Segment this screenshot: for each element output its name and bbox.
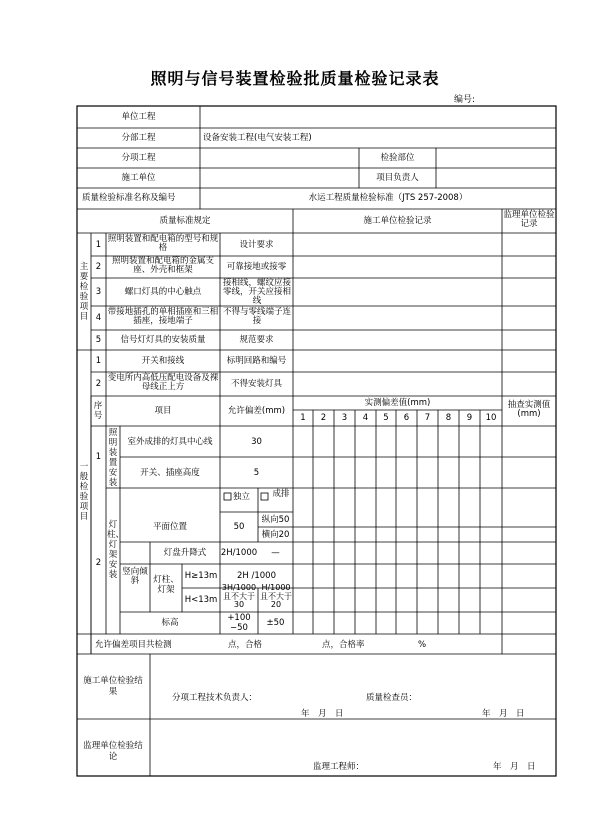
point-number: 6 [403,413,410,423]
construction-record-header: 施工单位检验记录 [363,216,432,226]
point-number: 4 [362,413,369,423]
general-row-req: 标明回路和编号 [226,356,287,366]
point-number: 5 [383,413,389,423]
main-row-no: 2 [95,262,102,272]
main-row-req: 设计要求 [239,240,274,250]
lamp-lift-label: 灯盘升降式 [163,548,207,558]
general-row-no: 2 [95,379,102,389]
check-row[interactable]: 成排 [272,489,290,499]
measured-label: 实测偏差值(mm) [364,398,431,408]
vertical-tilt-label: 竖向倾斜 [122,567,148,586]
check-single[interactable]: 独立 [233,492,251,502]
date-2: 年 月 日 [482,709,525,719]
division-project-value: 设备安装工程(电气安装工程) [203,133,312,143]
point-number: 2 [320,413,327,423]
date-1: 年 月 日 [301,709,344,719]
point-number: 10 [485,413,497,423]
elevation-label: 标高 [161,618,179,628]
g1-row-allow: 30 [251,437,262,447]
g2-no: 2 [95,558,102,568]
point-number: 3 [341,413,348,423]
main-row-req: 不得与零线端子连接 [222,307,291,326]
unit-project-label: 单位工程 [121,112,156,122]
main-row-no: 1 [95,240,102,250]
standard-label: 质量检验标准名称及编号 [82,193,176,203]
h-ge13-label: H≥13m [184,571,218,581]
date-3: 年 月 日 [493,762,536,772]
point-number: 9 [466,413,473,423]
main-row-no: 3 [95,287,102,297]
lamp-lift-allow: 2H/1000 [220,548,258,558]
general-items-section: 一般检验项目 [79,462,89,522]
general-row-item: 变电所内高低压配电设备及裸母线正上方 [107,373,219,392]
construction-unit-label: 施工单位 [121,173,156,183]
g1-row-item: 开关、插座高度 [140,468,200,478]
subitem-project-label: 分项工程 [121,153,156,163]
main-row-no: 4 [95,313,102,323]
main-row-item: 信号灯灯具的安装质量 [120,335,206,345]
h-ge13-allow: 2H /1000 [237,571,276,581]
main-row-item: 照明装置和配电箱的金属支座、外壳和框架 [111,256,214,275]
h-lt13-label: H<13m [184,595,218,605]
general-row-item: 开关和接线 [141,356,185,366]
g1-group-label: 照明装置安装 [108,428,118,488]
point-number: 1 [300,413,306,423]
quality-inspector-label: 质量检查员： [366,693,418,703]
plane-position-allow: 50 [233,522,245,532]
seq-label: 序号 [93,401,103,421]
main-row-no: 5 [95,335,102,345]
supervisor-label: 监理工程师： [313,762,365,772]
vertical-50: 纵向50 [261,515,290,525]
summary-text-4: % [418,640,427,650]
point-number: 7 [424,413,431,423]
division-project-label: 分部工程 [121,133,156,143]
plane-position-label: 平面位置 [152,522,187,532]
h-lt13-allow-a: 3H/1000且不大于30 [221,583,257,609]
standard-value: 水运工程质量检验标准（JTS 257-2008） [308,193,468,203]
construction-result-label: 施工单位检验结果 [83,676,143,697]
main-row-req: 可靠接地或接零 [226,262,287,272]
horizontal-20: 横向20 [261,530,290,540]
h-lt13-allow-b: H/1000且不大于20 [260,583,292,609]
point-number: 8 [445,413,452,423]
main-row-req: 接相线，螺纹应接零线，开关应接相线 [222,278,291,306]
summary-text-3: 点，合格率 [322,640,365,650]
inspect-part-label: 检验部位 [380,153,415,163]
main-row-item: 螺口灯具的中心触点 [124,287,202,297]
tech-leader-label: 分项工程技术负责人： [172,693,258,703]
sample-label: 抽查实测值(mm) [507,400,551,419]
main-items-section: 主要检验项目 [79,262,89,322]
lamp-lift-dash: — [271,548,280,558]
main-row-req: 规范要求 [239,335,274,345]
allow-label: 允许偏差(mm) [227,406,286,416]
g1-row-allow: 5 [253,468,260,478]
elevation-allow-b: ±50 [266,618,285,628]
summary-text-2: 点，合格 [228,640,263,650]
g1-row-item: 室外成排的灯具中心线 [127,437,213,447]
general-row-req: 不得安装灯具 [230,379,282,389]
g2-group-label: 灯柱、灯架安装 [107,520,125,580]
supervision-conclusion-label: 监理单位检验结论 [83,741,143,762]
general-row-no: 1 [95,356,102,366]
page-title: 照明与信号装置检验批质量检验记录表 [150,69,440,88]
elevation-allow-a: +100 −50 [227,613,251,633]
project-leader-label: 项目负责人 [376,173,419,183]
main-row-item: 照明装置和配电箱的型号和规格 [107,234,219,253]
summary-text-1: 允许偏差项目共检测 [95,640,172,650]
pole-frame-label: 灯柱、灯架 [153,575,179,595]
g1-no: 1 [95,452,102,462]
item-label: 项目 [154,406,172,416]
main-row-item: 带接地插孔的单相插座和三相插座，接地端子 [107,307,219,326]
quality-standard-header: 质量标准规定 [159,216,211,226]
doc-number-label: 编号: [454,95,476,105]
supervision-record-header: 监理单位检验记录 [503,210,555,229]
